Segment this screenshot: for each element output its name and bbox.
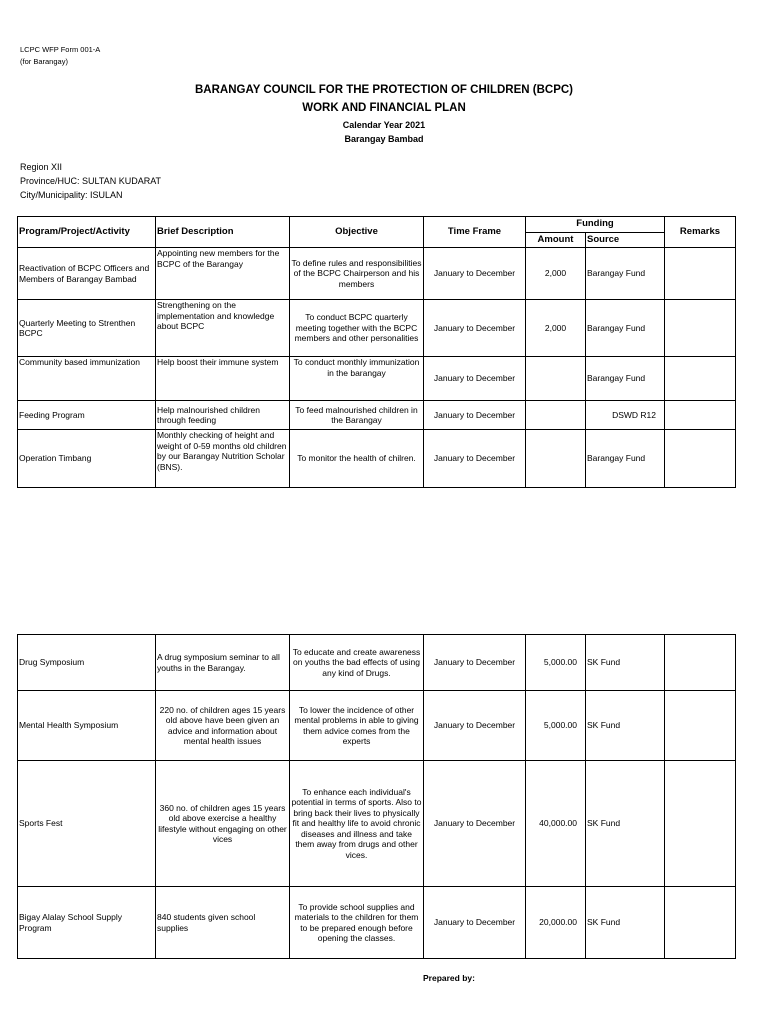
barangay-name: Barangay Bambad: [344, 134, 424, 144]
remarks-cell: [665, 635, 736, 691]
location-block: [20, 160, 161, 202]
source-cell: SK Fund: [586, 887, 665, 959]
description-cell: 220 no. of children ages 15 years old above have been given an advice and information about mental health issues: [156, 691, 290, 761]
work-plan-table-2: [17, 634, 736, 959]
amount-cell: 20,000.00: [526, 887, 586, 959]
objective-cell: To provide school supplies and materials to the children for them to be prepared enough before opening the classes.: [290, 887, 424, 959]
header-funding: Funding: [526, 217, 665, 233]
objective-cell: To conduct BCPC quarterly meeting together with the BCPC members and other personalities: [290, 300, 424, 357]
program-cell: Operation Timbang: [18, 430, 156, 488]
table-row: [18, 761, 736, 887]
source-cell: SK Fund: [586, 691, 665, 761]
prepared-by-label: Prepared by:: [423, 973, 475, 983]
program-cell: Drug Symposium: [18, 635, 156, 691]
header-description: Brief Description: [156, 217, 290, 248]
amount-cell: 2,000: [526, 300, 586, 357]
objective-cell: To conduct monthly immunization in the barangay: [290, 357, 424, 401]
time-frame-cell: January to December: [424, 635, 526, 691]
objective-cell: To lower the incidence of other mental problems in able to giving them advice comes from the experts: [290, 691, 424, 761]
remarks-cell: [665, 691, 736, 761]
amount-cell: 5,000.00: [526, 635, 586, 691]
calendar-year: Calendar Year 2021: [342, 120, 426, 130]
amount-cell: [526, 401, 586, 430]
remarks-cell: [665, 887, 736, 959]
time-frame-cell: January to December: [424, 887, 526, 959]
table-row: [18, 401, 736, 430]
objective-cell: To educate and create awareness on youths the bad effects of using any kind of Drugs.: [290, 635, 424, 691]
table-row: [18, 887, 736, 959]
time-frame-cell: January to December: [424, 761, 526, 887]
time-frame-cell: January to December: [424, 691, 526, 761]
time-frame-cell: January to December: [424, 300, 526, 357]
remarks-cell: [665, 401, 736, 430]
table-row: [18, 691, 736, 761]
source-cell: Barangay Fund: [586, 248, 665, 300]
amount-cell: 5,000.00: [526, 691, 586, 761]
description-cell: Help boost their immune system: [156, 357, 290, 401]
program-cell: Bigay Alalay School Supply Program: [18, 887, 156, 959]
program-cell: Feeding Program: [18, 401, 156, 430]
form-code-line1: LCPC WFP Form 001-A: [20, 45, 101, 54]
remarks-cell: [665, 248, 736, 300]
remarks-cell: [665, 430, 736, 488]
amount-cell: [526, 357, 586, 401]
amount-cell: [526, 430, 586, 488]
header-source: Source: [586, 233, 665, 248]
city-label: City/Municipality: ISULAN: [20, 190, 123, 200]
table-row: [18, 300, 736, 357]
form-code: [20, 44, 100, 68]
table-row: [18, 635, 736, 691]
source-cell: DSWD R12: [586, 401, 665, 430]
province-label: Province/HUC: SULTAN KUDARAT: [20, 176, 162, 186]
time-frame-cell: January to December: [424, 430, 526, 488]
header-objective: Objective: [290, 217, 424, 248]
work-plan-table-1: [17, 216, 736, 488]
source-cell: SK Fund: [586, 635, 665, 691]
objective-cell: To feed malnourished children in the Barangay: [290, 401, 424, 430]
description-cell: A drug symposium seminar to all youths in the Barangay.: [156, 635, 290, 691]
table-row: [18, 430, 736, 488]
source-cell: Barangay Fund: [586, 357, 665, 401]
source-cell: Barangay Fund: [586, 430, 665, 488]
remarks-cell: [665, 300, 736, 357]
time-frame-cell: January to December: [424, 248, 526, 300]
header-program: Program/Project/Activity: [18, 217, 156, 248]
program-cell: Reactivation of BCPC Officers and Members of Barangay Bambad: [18, 248, 156, 300]
document-title: BARANGAY COUNCIL FOR THE PROTECTION OF CHILDREN (BCPC): [194, 84, 574, 96]
program-cell: Mental Health Symposium: [18, 691, 156, 761]
amount-cell: 2,000: [526, 248, 586, 300]
header-remarks: Remarks: [665, 217, 736, 248]
objective-cell: To define rules and responsibilities of the BCPC Chairperson and his members: [290, 248, 424, 300]
document-subtitle: WORK AND FINANCIAL PLAN: [302, 102, 466, 114]
header-amount: Amount: [526, 233, 586, 248]
objective-cell: To enhance each individual's potential in terms of sports. Also to bring back their lives to physically fit and healthy life to avoid chronic diseases and illness and take them away from drugs and other vices.: [290, 761, 424, 887]
objective-cell: To monitor the health of chilren.: [290, 430, 424, 488]
description-cell: Appointing new members for the BCPC of the Barangay: [156, 248, 290, 300]
header-time-frame: Time Frame: [424, 217, 526, 248]
description-cell: 840 students given school supplies: [156, 887, 290, 959]
program-cell: Sports Fest: [18, 761, 156, 887]
time-frame-cell: January to December: [424, 401, 526, 430]
description-cell: Strengthening on the implementation and knowledge about BCPC: [156, 300, 290, 357]
remarks-cell: [665, 761, 736, 887]
form-code-line2: (for Barangay): [20, 57, 68, 66]
table-row: [18, 357, 736, 401]
source-cell: Barangay Fund: [586, 300, 665, 357]
program-cell: Community based immunization: [18, 357, 156, 401]
time-frame-cell: January to December: [424, 357, 526, 401]
description-cell: Monthly checking of height and weight of 0-59 months old children by our Barangay Nutrition Scholar (BNS).: [156, 430, 290, 488]
remarks-cell: [665, 357, 736, 401]
program-cell: Quarterly Meeting to Strenthen BCPC: [18, 300, 156, 357]
description-cell: Help malnourished children through feeding: [156, 401, 290, 430]
description-cell: 360 no. of children ages 15 years old above exercise a healthy lifestyle without engaging on other vices: [156, 761, 290, 887]
region-label: Region XII: [20, 162, 63, 172]
table-row: [18, 248, 736, 300]
amount-cell: 40,000.00: [526, 761, 586, 887]
source-cell: SK Fund: [586, 761, 665, 887]
